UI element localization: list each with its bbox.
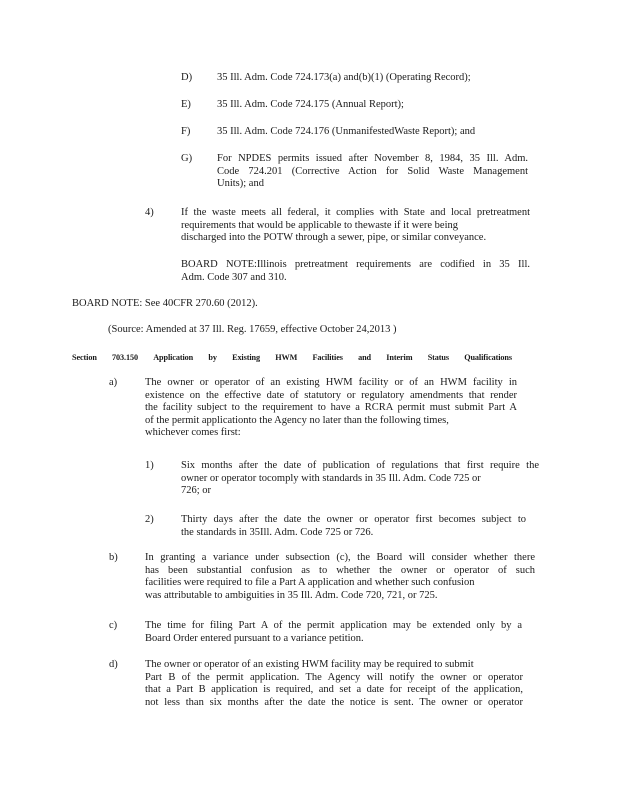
- item-label-e: E): [181, 99, 191, 110]
- text-line: the standards in 35Ill. Adm. Code 725 or 726.: [181, 526, 374, 538]
- heading-word: Existing: [232, 353, 260, 362]
- paragraph-text-a: [145, 377, 517, 440]
- heading-word: by: [208, 353, 217, 362]
- text-line: was attributable to ambiguities in 35 Ill. Adm. Code 720, 721, or 725.: [145, 589, 438, 601]
- paragraph-text-d: [145, 659, 523, 709]
- item-4-board-note: [181, 259, 530, 284]
- text-line: Part B of the permit application. The Agency will notify the owner or operator: [145, 671, 523, 683]
- text-line: (Source: Amended at 37 Ill. Reg. 17659, effective October 24,2013 ): [108, 324, 397, 335]
- section-heading: [72, 352, 512, 365]
- item-label-4: 4): [145, 207, 154, 218]
- heading-word: Facilities: [312, 353, 343, 362]
- text-line: For NPDES permits issued after November 8, 1984, 35 Ill. Adm.: [217, 153, 528, 164]
- text-line: not less than six months after the date the notice is sent. The owner or operator: [145, 696, 523, 708]
- paragraph-label-a2: 2): [145, 514, 154, 525]
- text-line: owner or operator tocomply with standards in 35 Ill. Adm. Code 725 or: [181, 472, 481, 484]
- text-line: Six months after the date of publication of regulations that first require the: [181, 460, 539, 471]
- heading-word: 703.150: [112, 353, 138, 362]
- text-line: 726; or: [181, 485, 212, 497]
- text-line: existence on the effective date of statutory or regulatory amendments that render: [145, 389, 517, 401]
- item-text-f: [217, 126, 517, 139]
- item-text-e: [217, 99, 517, 112]
- text-line: Adm. Code 307 and 310.: [181, 271, 287, 283]
- text-line: the facility subject to the requirement to have a RCRA permit must submit Part A: [145, 402, 517, 414]
- text-line: has been substantial confusion as to whether the owner or operator of such: [145, 564, 535, 576]
- text-line: BOARD NOTE:Illinois pretreatment requirements are codified in 35 Ill.: [181, 259, 530, 270]
- heading-word: Section: [72, 353, 97, 362]
- item-label-d: D): [181, 72, 193, 83]
- source-note: [108, 324, 468, 337]
- paragraph-text-a2: [181, 514, 526, 539]
- text-line: BOARD NOTE: See 40CFR 270.60 (2012).: [72, 298, 258, 309]
- heading-word: Qualifications: [464, 353, 512, 362]
- text-line: of the permit applicationto the Agency no later than the following times,: [145, 414, 449, 426]
- heading-word: Interim: [386, 353, 413, 362]
- text-line: Code 724.201 (Corrective Action for Solid Waste Management: [217, 165, 528, 177]
- paragraph-text-c: [145, 620, 522, 645]
- text-line: 35 Ill. Adm. Code 724.173(a) and(b)(1) (Operating Record);: [217, 72, 471, 83]
- text-line: The owner or operator of an existing HWM facility may be required to submit: [145, 659, 474, 670]
- text-line: The time for filing Part A of the permit application may be extended only by a: [145, 620, 522, 631]
- text-line: If the waste meets all federal, it complies with State and local pretreatment: [181, 207, 530, 218]
- text-line: facilities were required to file a Part A application and whether such confusion: [145, 577, 475, 589]
- item-text-g: [217, 153, 528, 191]
- text-line: 35 Ill. Adm. Code 724.175 (Annual Report);: [217, 99, 404, 110]
- paragraph-label-d: d): [109, 659, 118, 670]
- item-text-4: [181, 207, 530, 245]
- heading-word: and: [358, 353, 372, 362]
- text-line: 35 Ill. Adm. Code 724.176 (UnmanifestedWaste Report); and: [217, 126, 476, 137]
- text-line: Board Order entered pursuant to a variance petition.: [145, 632, 364, 644]
- paragraph-text-b: [145, 552, 535, 602]
- text-line: requirements that would be applicable to thewaste if it were being: [181, 219, 458, 231]
- paragraph-label-a: a): [109, 377, 118, 388]
- item-label-f: F): [181, 126, 191, 137]
- paragraph-label-c: c): [109, 620, 118, 631]
- heading-word: HWM: [275, 353, 298, 362]
- paragraph-label-b: b): [109, 552, 118, 563]
- text-line: whichever comes first:: [145, 427, 241, 439]
- item-label-g: G): [181, 153, 193, 164]
- text-line: The owner or operator of an existing HWM facility or of an HWM facility in: [145, 377, 517, 388]
- text-line: Units); and: [217, 178, 264, 190]
- board-note: [72, 298, 372, 311]
- heading-word: Application: [153, 353, 194, 362]
- paragraph-label-a1: 1): [145, 460, 154, 471]
- paragraph-text-a1: [181, 460, 539, 498]
- heading-word: Status: [427, 353, 449, 362]
- text-line: that a Part B application is required, and set a date for receipt of the application,: [145, 684, 523, 696]
- text-line: In granting a variance under subsection (c), the Board will consider whether there: [145, 552, 535, 563]
- text-line: Thirty days after the date the owner or operator first becomes subject to: [181, 514, 526, 525]
- text-line: discharged into the POTW through a sewer, pipe, or similar conveyance.: [181, 232, 487, 244]
- item-text-d: [217, 72, 517, 85]
